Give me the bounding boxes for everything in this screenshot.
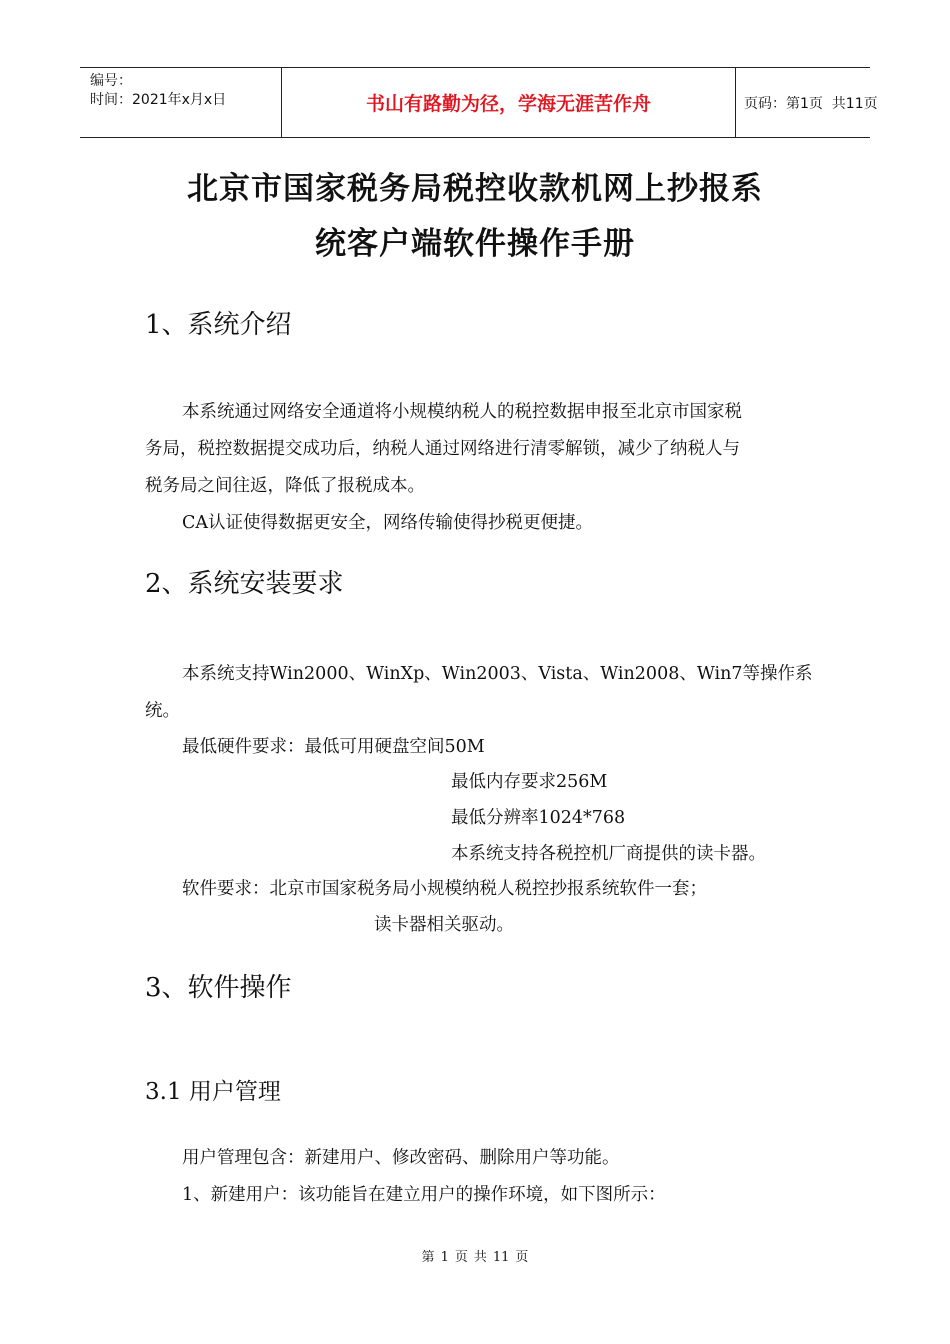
header-page-info — [734, 68, 878, 137]
footer-page-number: 1 — [440, 1250, 449, 1265]
header-motto: 书山有路勤为径，学海无涯苦作舟 — [281, 68, 736, 137]
hardware-req-2: 最低内存要求256M — [451, 772, 608, 792]
page-footer — [0, 1246, 950, 1265]
footer-ye2: 页 — [515, 1250, 529, 1265]
section-3-heading: 3、软件操作 — [145, 973, 292, 1003]
document-title-line2: 统客户端软件操作手册 — [315, 226, 635, 262]
page-info-text: 页码：第1页 共11页 — [744, 95, 878, 112]
os-support-line2: 统。 — [145, 701, 180, 721]
header-table — [80, 67, 878, 138]
document-title-line1: 北京市国家税务局税控收款机网上抄报系 — [187, 171, 763, 207]
hardware-req-3: 最低分辨率1024*768 — [451, 808, 626, 828]
hardware-req-1: 最低硬件要求：最低可用硬盘空间50M — [182, 737, 485, 757]
section-1-paragraph-line1: 本系统通过网络安全通道将小规模纳税人的税控数据申报至北京市国家税 — [182, 402, 742, 422]
software-req-2: 读卡器相关驱动。 — [374, 915, 514, 935]
footer-ye: 页 — [454, 1250, 468, 1265]
section-3-1-heading: 3.1 用户管理 — [145, 1079, 281, 1105]
footer-di: 第 — [421, 1250, 435, 1265]
user-mgmt-paragraph-1: 用户管理包含：新建用户、修改密码、删除用户等功能。 — [182, 1148, 620, 1168]
section-1-paragraph-2: CA认证使得数据更安全，网络传输使得抄税更便捷。 — [182, 513, 594, 533]
section-1-paragraph-line2: 务局，税控数据提交成功后，纳税人通过网络进行清零解锁，减少了纳税人与 — [145, 439, 740, 459]
date-label: 时间：2021年x月x日 — [90, 92, 227, 108]
footer-gong: 共 — [473, 1250, 487, 1265]
os-support-line1: 本系统支持Win2000、WinXp、Win2003、Vista、Win2008、Win7等操作系 — [182, 664, 813, 684]
section-2-heading: 2、系统安装要求 — [145, 569, 344, 599]
header-left-cell — [80, 68, 281, 137]
hardware-req-4: 本系统支持各税控机厂商提供的读卡器。 — [451, 844, 766, 864]
user-mgmt-paragraph-2: 1、新建用户：该功能旨在建立用户的操作环境，如下图所示： — [182, 1185, 666, 1205]
software-req-1: 软件要求：北京市国家税务局小规模纳税人税控抄报系统软件一套； — [182, 879, 707, 899]
section-1-paragraph-line3: 税务局之间往返，降低了报税成本。 — [145, 476, 425, 496]
section-1-heading: 1、系统介绍 — [145, 310, 292, 340]
serial-label: 编号： — [90, 73, 132, 89]
footer-total-pages: 11 — [492, 1250, 510, 1265]
